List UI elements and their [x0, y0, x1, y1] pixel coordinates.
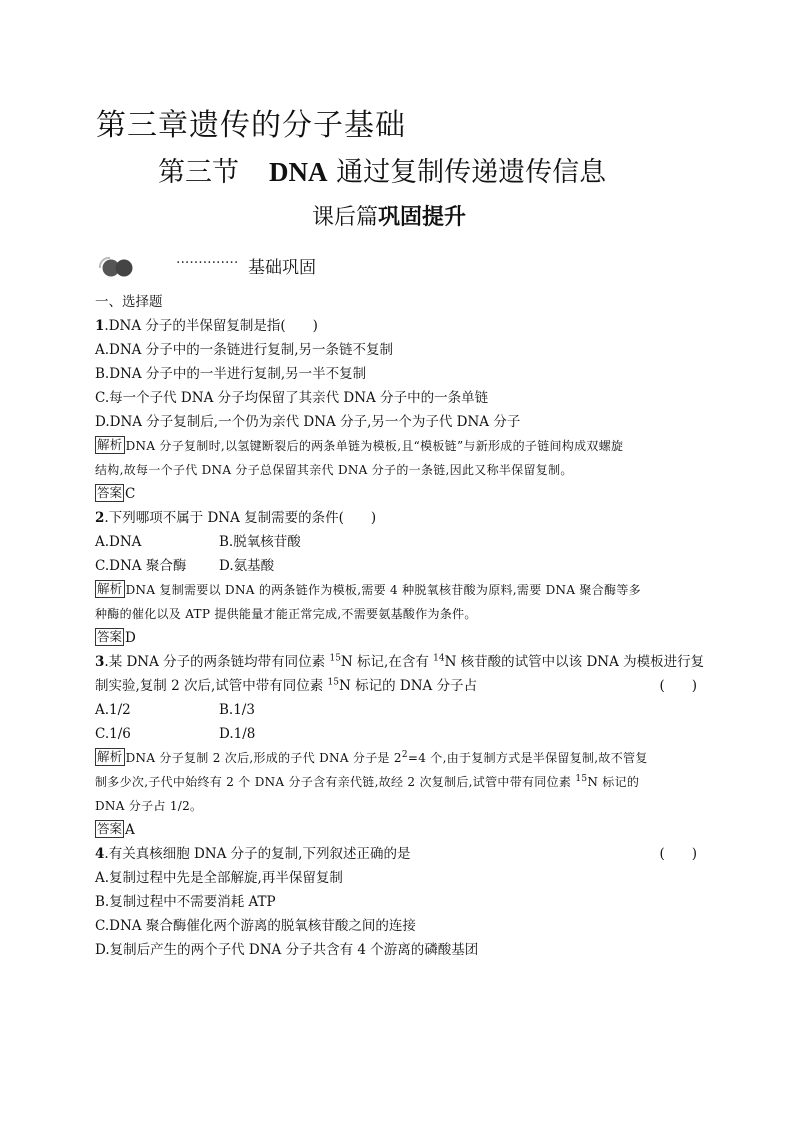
q1-option-c: C.每一个子代 DNA 分子均保留了其亲代 DNA 分子中的一条单链	[95, 390, 489, 406]
q1-analysis	[95, 434, 701, 482]
q3-analysis: 解析 DNA 分子复制 2 次后,形成的子代 DNA 分子是 $2^2=4$ 个,由于复制方式是半保留复制,故不管复 制多少次,子代中始终有 2 个 DNA 分子含有亲代链,故经 2 次复制后,试管中带有同位素 $^{15}$N 标记的 DNA 分子占 1/2。	[95, 746, 701, 818]
q1-answer	[95, 482, 701, 506]
q3-options-row	[95, 722, 701, 746]
q1-answer-value: C	[125, 486, 136, 502]
sub-title-normal: 课后篇	[312, 205, 379, 230]
part-heading: 一、选择题	[95, 294, 163, 310]
q4-stem-text: .有关真核细胞 DNA 分子的复制,下列叙述正确的是	[104, 846, 411, 862]
q2-option-a: A.DNA	[95, 534, 142, 550]
q1-stem-text: .DNA 分子的半保留复制是指( )	[104, 318, 318, 334]
q4-answer-paren: ( )	[659, 846, 697, 862]
section-dna: DNA	[269, 157, 328, 187]
analysis-label: 解析	[97, 581, 123, 596]
chapter-title: 第三章遗传的分子基础	[96, 108, 406, 143]
q3-answer-value: A	[125, 822, 135, 838]
answer-label: 答案	[97, 629, 123, 644]
q2-stem-text: .下列哪项不属于 DNA 复制需要的条件( )	[104, 510, 377, 526]
answer-label: 答案	[97, 485, 123, 500]
q3-stem: 3.某 DNA 分子的两条链均带有同位素 $^{15}$N 标记,在含有 $^{14}$N 核苷酸的试管中以该 DNA 为模板进行复	[95, 653, 705, 670]
q3-answer	[95, 818, 701, 842]
q4-option-b: B.复制过程中不需要消耗 ATP	[95, 894, 276, 910]
q2-answer-value: D	[125, 630, 136, 646]
q2-answer	[95, 626, 701, 650]
sub-title	[312, 200, 466, 231]
analysis-label: 解析	[97, 437, 123, 452]
section-bar	[96, 252, 416, 280]
q3-option-d: D.1/8	[219, 726, 256, 742]
q4-option-a: A.复制过程中先是全部解旋,再半保留复制	[95, 870, 343, 886]
analysis-label: 解析	[97, 749, 123, 764]
q3-option-c: C.1/6	[95, 726, 131, 742]
q2-options-row	[95, 530, 701, 554]
q1-number: 1	[95, 318, 105, 334]
q4-option-c: C.DNA 聚合酶催化两个游离的脱氧核苷酸之间的连接	[95, 918, 416, 934]
q2-analysis-line: DNA 复制需要以 DNA 的两条链作为模板,需要 4 种脱氧核苷酸为原料,需要 DNA 聚合酶等多	[125, 583, 641, 597]
sub-title-bold: 巩固提升	[378, 205, 467, 230]
section-rest: 通过复制传递遗传信息	[327, 157, 607, 188]
q3-analysis-line: DNA 分子占 1/2。	[95, 799, 203, 813]
section-dots: ··············	[176, 255, 239, 271]
q4-number: 4	[95, 846, 105, 862]
q2-option-d: D.氨基酸	[219, 558, 275, 574]
q2-analysis-line: 种酶的催化以及 ATP 提供能量才能正常完成,不需要氨基酸作为条件。	[95, 607, 477, 621]
q4-option-d: D.复制后产生的两个子代 DNA 分子共含有 4 个游离的磷酸基团	[95, 942, 479, 958]
q2-option-c: C.DNA 聚合酶	[95, 558, 187, 574]
section-prefix: 第三节	[158, 157, 239, 188]
answer-label: 答案	[97, 821, 123, 836]
q1-option-d: D.DNA 分子复制后,一个仍为亲代 DNA 分子,另一个为子代 DNA 分子	[95, 414, 521, 430]
section-name: 基础巩固	[248, 258, 316, 278]
q1-analysis-line: 结构,故每一个子代 DNA 分子总保留其亲代 DNA 分子的一条链,因此又称半保留复制。	[95, 463, 573, 477]
q2-number: 2	[95, 510, 105, 526]
q2-option-b: B.脱氧核苷酸	[219, 534, 301, 550]
q3-option-a: A.1/2	[95, 702, 131, 718]
q2-options-row	[95, 554, 701, 578]
q1-option-b: B.DNA 分子中的一半进行复制,另一半不复制	[95, 366, 367, 382]
q4-stem	[95, 842, 701, 866]
q3-options-row	[95, 698, 701, 722]
q2-stem	[95, 506, 701, 530]
q3-number: 3	[95, 654, 105, 670]
q1-stem	[95, 314, 701, 338]
content	[95, 290, 705, 962]
q1-analysis-line: DNA 分子复制时,以氢键断裂后的两条单链为模板,且“模板链”与新形成的子链间构成双螺旋	[125, 439, 624, 453]
q1-option-a: A.DNA 分子中的一条链进行复制,另一条链不复制	[95, 342, 394, 358]
section-logo-icon	[96, 254, 138, 278]
q3-answer-paren: ( )	[659, 678, 697, 694]
q3-stem-line2: 制实验,复制 2 次后,试管中带有同位素 $^{15}$N 标记的 DNA 分子占 ( )	[95, 674, 701, 698]
q2-analysis	[95, 578, 701, 626]
q3-option-b: B.1/3	[219, 702, 255, 718]
section-title	[158, 150, 606, 189]
